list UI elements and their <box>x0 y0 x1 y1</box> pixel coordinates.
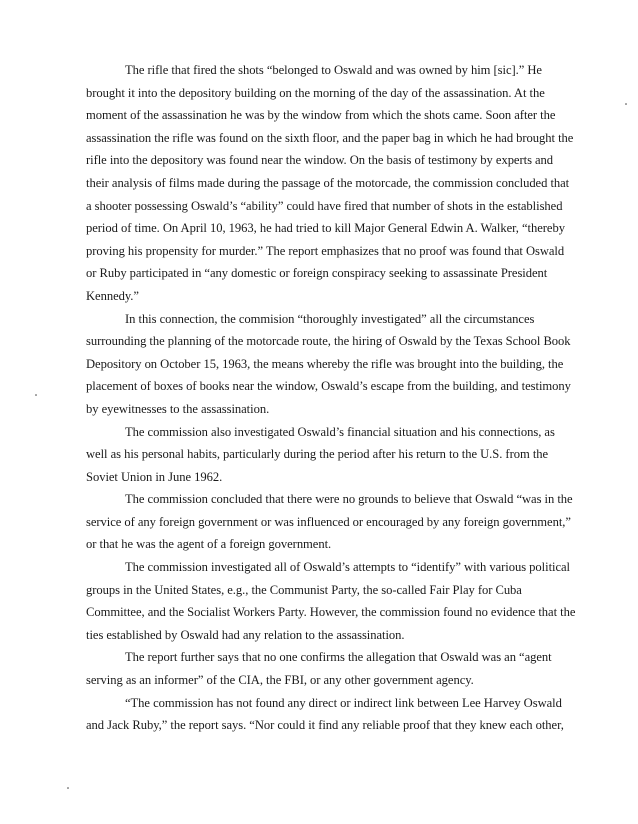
paragraph-circumstances-investigation: In this connection, the commision “thoroughly investigated” all the circumstances surrounding the planning of the motorcade route, the hiring of Oswald by the Texas School Book Depository on October 15, 1963, the means whereby the rifle was brought into the building, the placement of boxes of books near the window, Oswald’s escape from the building, and testimony by eyewitnesses to the assassination. <box>86 311 571 416</box>
paragraph-foreign-government: The commission concluded that there were no grounds to believe that Oswald “was in the service of any foreign government or was influenced or encouraged by any foreign government,” or that he was the agent of a foreign government. <box>86 492 573 552</box>
scan-speck <box>625 103 627 105</box>
paragraph-informer-allegation: The report further says that no one confirms the allegation that Oswald was an “agent serving as an informer” of the CIA, the FBI, or any other government agency. <box>86 650 552 688</box>
document-page <box>86 59 576 737</box>
paragraph-financial-situation: The commission also investigated Oswald’s financial situation and his connections, as well as his personal habits, particularly during the period after his return to the U.S. from the Soviet Union in June 1962. <box>86 424 555 484</box>
paragraph-political-groups: The commission investigated all of Oswald’s attempts to “identify” with various political groups in the United States, e.g., the Communist Party, the so-called Fair Play for Cuba Committee, and the Socialist Workers Party. However, the commission found no evidence that the ties established by Oswald had any relation to the assassination. <box>86 560 576 642</box>
scan-speck <box>35 394 37 396</box>
paragraph-oswald-ruby-link: “The commission has not found any direct or indirect link between Lee Harvey Oswald and Jack Ruby,” the report says. “Nor could it find any reliable proof that they knew each other, <box>86 695 564 733</box>
scan-speck <box>67 787 69 789</box>
paragraph-rifle-evidence: The rifle that fired the shots “belonged to Oswald and was owned by him [sic].” He brought it into the depository building on the morning of the day of the assassination. At the moment of the assassination he was by the window from which the shots came. Soon after the assassination the rifle was found on the sixth floor, and the paper bag in which he had brought the rifle into the depository was found near the window. On the basis of testimony by experts and their analysis of films made during the passage of the motorcade, the commission concluded that a shooter possessing Oswald’s “ability” could have fired that number of shots in the established period of time. On April 10, 1963, he had tried to kill Major General Edwin A. Walker, “thereby proving his propensity for murder.” The report emphasizes that no proof was found that Oswald or Ruby participated in “any domestic or foreign conspiracy seeking to assassinate President Kennedy.” <box>86 63 574 303</box>
